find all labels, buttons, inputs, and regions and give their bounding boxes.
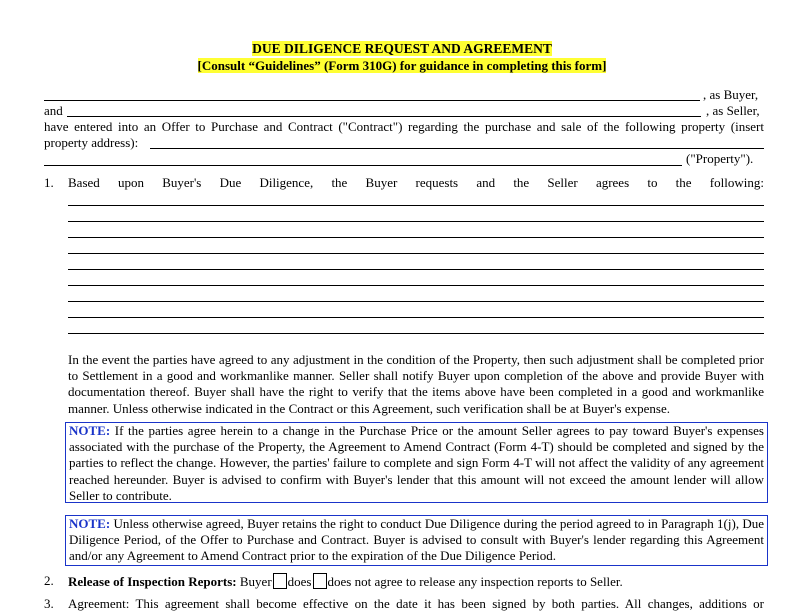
note-box-due-diligence bbox=[65, 515, 768, 566]
intro-word: the bbox=[675, 175, 692, 190]
property-address-field-2[interactable] bbox=[44, 165, 682, 166]
property-suffix: ("Property"). bbox=[686, 151, 754, 166]
request-line-4[interactable] bbox=[68, 253, 764, 254]
section-2-number: 2. bbox=[44, 573, 54, 588]
note-label: NOTE: bbox=[69, 516, 111, 531]
intro-word: Buyer bbox=[365, 175, 398, 190]
section-1-number: 1. bbox=[44, 175, 54, 190]
document-title-row bbox=[0, 41, 804, 57]
intro-word: Diligence, bbox=[259, 175, 314, 190]
request-line-2[interactable] bbox=[68, 221, 764, 222]
request-line-3[interactable] bbox=[68, 237, 764, 238]
adjustment-paragraph: In the event the parties have agreed to any adjustment in the condition of the Property, then such adjustment shall be completed prior to Settlement in a good and workmanlike manner. Seller shall notify Buyer upon completion of the above and provide Buyer with documentation thereof. Buyer shall have the right to verify that the items above have been completed in a good and workmanlike manner. Unless otherwise indicated in the Contract or this Agreement, such verification shall be at Buyer's expense. bbox=[68, 352, 764, 416]
request-line-8[interactable] bbox=[68, 317, 764, 318]
document-title: DUE DILIGENCE REQUEST AND AGREEMENT bbox=[252, 41, 552, 56]
section-2-heading: Release of Inspection Reports: bbox=[68, 574, 237, 589]
section-3-number: 3. bbox=[44, 596, 54, 611]
intro-word: following: bbox=[709, 175, 764, 190]
request-line-7[interactable] bbox=[68, 301, 764, 302]
buyer-suffix: , as Buyer, bbox=[703, 87, 759, 102]
request-line-9[interactable] bbox=[68, 333, 764, 334]
request-line-1[interactable] bbox=[68, 205, 764, 206]
intro-word: the bbox=[513, 175, 530, 190]
property-address-label: property address): bbox=[44, 135, 139, 150]
does-option-label: does bbox=[287, 574, 312, 589]
seller-name-field[interactable] bbox=[67, 116, 701, 117]
buyer-label: Buyer bbox=[236, 574, 272, 589]
document-subtitle-row bbox=[0, 58, 804, 74]
note-text: Unless otherwise agreed, Buyer retains the right to conduct Due Diligence during the period agreed to in Paragraph 1(j), Due Diligence Period, of the Offer to Purchase and Contract. Buyer is advised to consult with Buyer's lender regarding this Agreement and/or any Agreement to Amend Contract prior to the expiration of the Due Diligence Period. bbox=[69, 516, 764, 564]
seller-suffix: , as Seller, bbox=[706, 103, 760, 118]
intro-word: Seller bbox=[547, 175, 578, 190]
property-address-field[interactable] bbox=[150, 148, 764, 149]
intro-word: agrees bbox=[595, 175, 630, 190]
intro-word: requests bbox=[415, 175, 459, 190]
does-not-checkbox[interactable] bbox=[313, 573, 327, 589]
does-checkbox[interactable] bbox=[273, 573, 287, 589]
section-3-text: Agreement: This agreement shall become effective on the date it has been signed by both parties. All changes, additions or bbox=[68, 596, 764, 611]
note-text: If the parties agree herein to a change in the Purchase Price or the amount Seller agrees to pay toward Buyer's expenses associated with the purchase of the Property, the Agreement to Amend Contract (Form 4-T) should be completed and signed by the parties to reflect the change. However, the parties' failure to complete and sign Form 4-T will not affect the validity of any agreement reached hereunder. Buyer is advised to confirm with Buyer's lender that this amount will not exceed the amount lender will allow Seller to contribute. bbox=[69, 423, 764, 503]
intro-word: Due bbox=[219, 175, 242, 190]
intro-word: the bbox=[331, 175, 348, 190]
contract-statement: have entered into an Offer to Purchase and Contract ("Contract") regarding the purchase and sale of the following property (insert bbox=[44, 119, 764, 134]
note-label: NOTE: bbox=[69, 423, 111, 438]
note-box-price-change bbox=[65, 422, 768, 503]
request-line-5[interactable] bbox=[68, 269, 764, 270]
and-label: and bbox=[44, 103, 63, 118]
section-1-intro bbox=[68, 175, 764, 191]
intro-word: and bbox=[476, 175, 496, 190]
intro-word: upon bbox=[117, 175, 144, 190]
does-not-option-label: does not agree to release any inspection reports to Seller. bbox=[327, 574, 623, 589]
request-line-6[interactable] bbox=[68, 285, 764, 286]
intro-word: Based bbox=[68, 175, 100, 190]
document-subtitle: [Consult “Guidelines” (Form 310G) for guidance in completing this form] bbox=[197, 58, 607, 73]
section-2-line bbox=[68, 573, 623, 590]
buyer-name-field[interactable] bbox=[44, 100, 700, 101]
intro-word: to bbox=[647, 175, 658, 190]
intro-word: Buyer's bbox=[162, 175, 202, 190]
